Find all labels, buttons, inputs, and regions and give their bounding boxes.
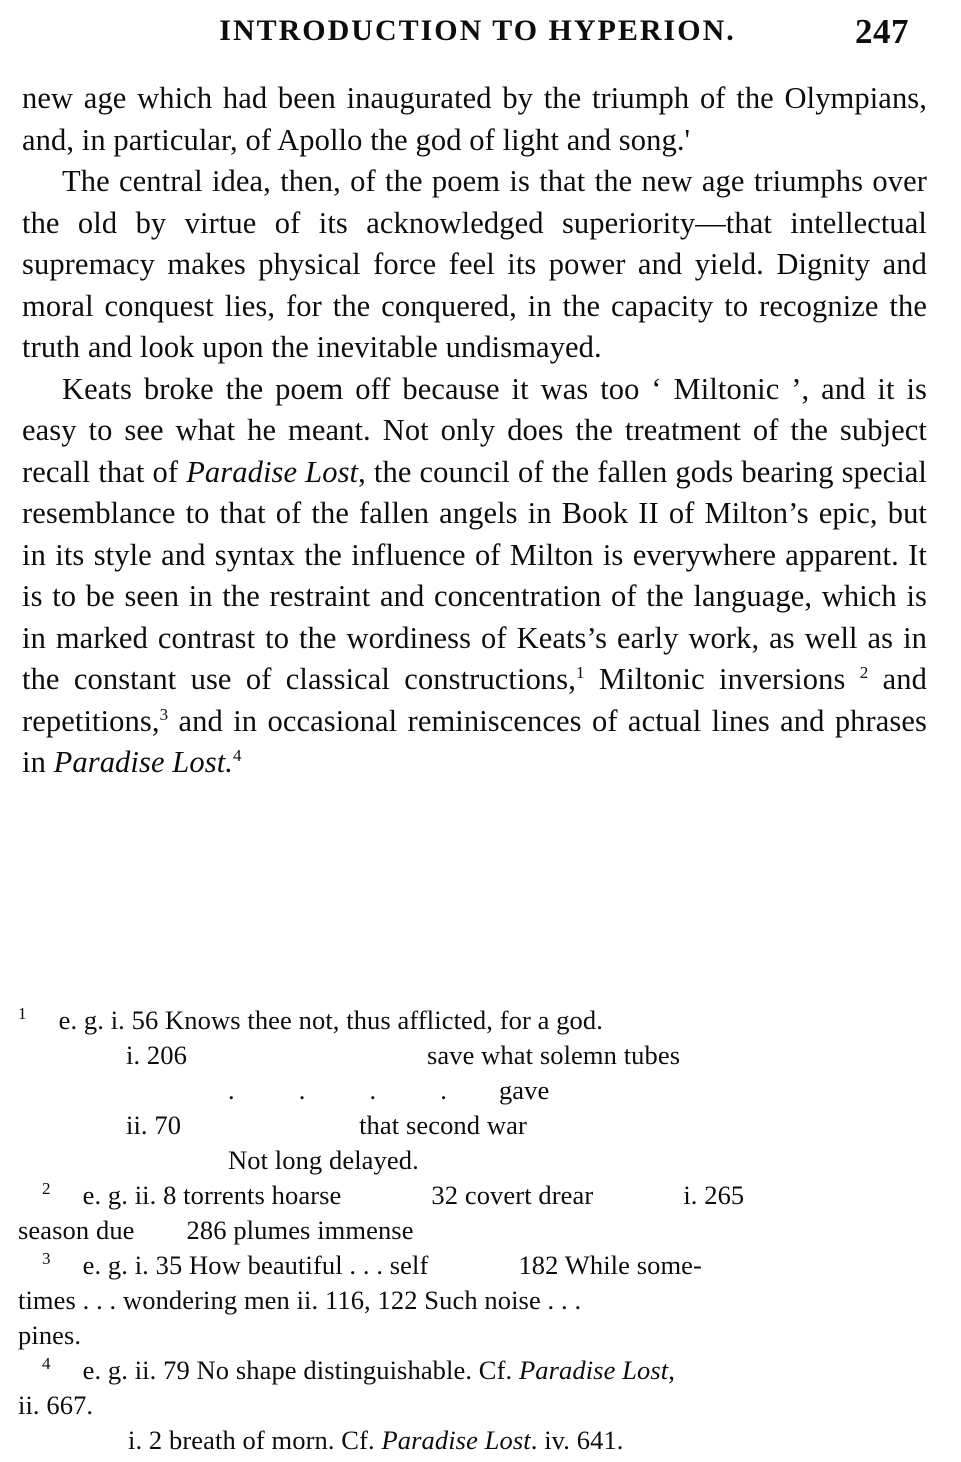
paragraph-3-part-1: Keats broke the poem off because it was too ‘ Miltonic ’, and it is easy to see what he meant. Not only does the treatment of the subject recall that of [22,371,927,489]
footnote-1-quote-1: save what solemn tubes [426,1040,681,1070]
page-number: 247 [855,12,909,51]
footnote-ref-2[interactable]: 2 [859,662,869,682]
footnote-2-line-2 [18,1213,933,1248]
footnote-1-quote-4: Not long delayed. [228,1145,419,1175]
footnote-3-marker: 3 [42,1249,51,1269]
body-text [22,78,927,784]
footnote-1-quote-2: gave [498,1075,550,1105]
footnote-4-line-1 [18,1353,933,1388]
footnote-2-text-a: e. g. ii. 8 torrents hoarse [82,1180,342,1210]
footnote-2-text-b: 32 covert drear [431,1180,594,1210]
paragraph-3-part-5: and in occasional reminiscences of actual lines and phrases in [22,703,927,779]
footnote-1-marker: 1 [18,1004,27,1024]
footnote-4-text-c: i. 2 breath of morn. Cf. [128,1425,382,1455]
paragraph-2: The central idea, then, of the poem is that the new age triumphs over the old by virtue of its acknowledged superiority—that intellectual supremacy makes physical force feel its power and yield. Dignity and moral conquest lies, for the conquered, in the capacity to recognize the truth and look upon the inevitable undismayed. [22,164,927,364]
footnote-ref-1[interactable]: 1 [575,662,585,682]
paragraph-3 [22,369,927,784]
footnote-4-line-3 [18,1423,933,1458]
footnote-4-text-b: , [668,1355,675,1385]
footnote-4-text-a: e. g. ii. 79 No shape distinguishable. Cf. [82,1355,519,1385]
title-paradise-lost-1: Paradise Lost [186,454,359,489]
footnote-3-line-1 [18,1248,933,1283]
footnote-1-text: e. g. i. 56 Knows thee not, thus afflicted, for a god. [58,1005,603,1035]
footnote-1-line-2 [18,1038,933,1073]
footnote-1-quote-3: that second war [359,1110,527,1140]
footnote-2-text-e: 286 plumes immense [186,1215,414,1245]
footnote-2-line-1 [18,1178,933,1213]
footnote-4-title-1: Paradise Lost [518,1355,669,1385]
footnote-1-line-4 [18,1108,933,1143]
footnote-2-text-d: season due [18,1215,135,1245]
footnote-1-line-3: . . . . gave [228,1075,550,1105]
footnote-2-text-c: i. 265 [683,1180,745,1210]
footnote-4-text-d: . iv. 641. [530,1425,624,1455]
footnote-3-text-b: 182 While some- [518,1250,702,1280]
footnote-3-line-3: pines. [18,1320,82,1350]
paragraph-1: new age which had been inaugurated by the triumph of the Olympians, and, in particular, of Apollo the god of light and song.' [22,81,927,157]
footnote-3-text-a: e. g. i. 35 How beautiful . . . self [82,1250,429,1280]
paragraph-3-part-4: and repetitions, [22,662,927,738]
footnote-ref-4[interactable]: 4 [233,745,242,765]
title-paradise-lost-2: Paradise Lost. [53,745,233,779]
footnote-1-ref-label-2: ii. 70 [126,1110,182,1140]
footnote-2-marker: 2 [42,1179,51,1199]
footnote-3-line-2: times . . . wondering men ii. 116, 122 Such noise . . . [18,1285,582,1315]
running-head-title: INTRODUCTION TO HYPERION. [219,14,736,47]
paragraph-3-part-3: Miltonic inversions [584,662,860,696]
footnote-4-line-2: ii. 667. [18,1390,94,1420]
running-head [22,14,933,60]
footnotes-section [18,1003,933,1458]
footnote-4-marker: 4 [42,1354,51,1374]
footnote-1-ref-label: i. 206 [126,1040,187,1070]
footnote-4-title-2: Paradise Lost [381,1425,531,1455]
footnote-ref-3[interactable]: 3 [159,704,169,724]
paragraph-3-part-2: , the council of the fallen gods bearing special resemblance to that of the fallen angels in Book II of Milton’s epic, but in its style and syntax the influence of Milton is everywhere apparent. It is to be seen in the restraint and concentration of the language, which is in marked contrast to the wordiness of Keats’s early work, as well as in the constant use of classical constructions, [22,454,928,696]
footnote-1-line-1 [18,1003,933,1038]
footnote-1-line-5 [18,1143,933,1178]
